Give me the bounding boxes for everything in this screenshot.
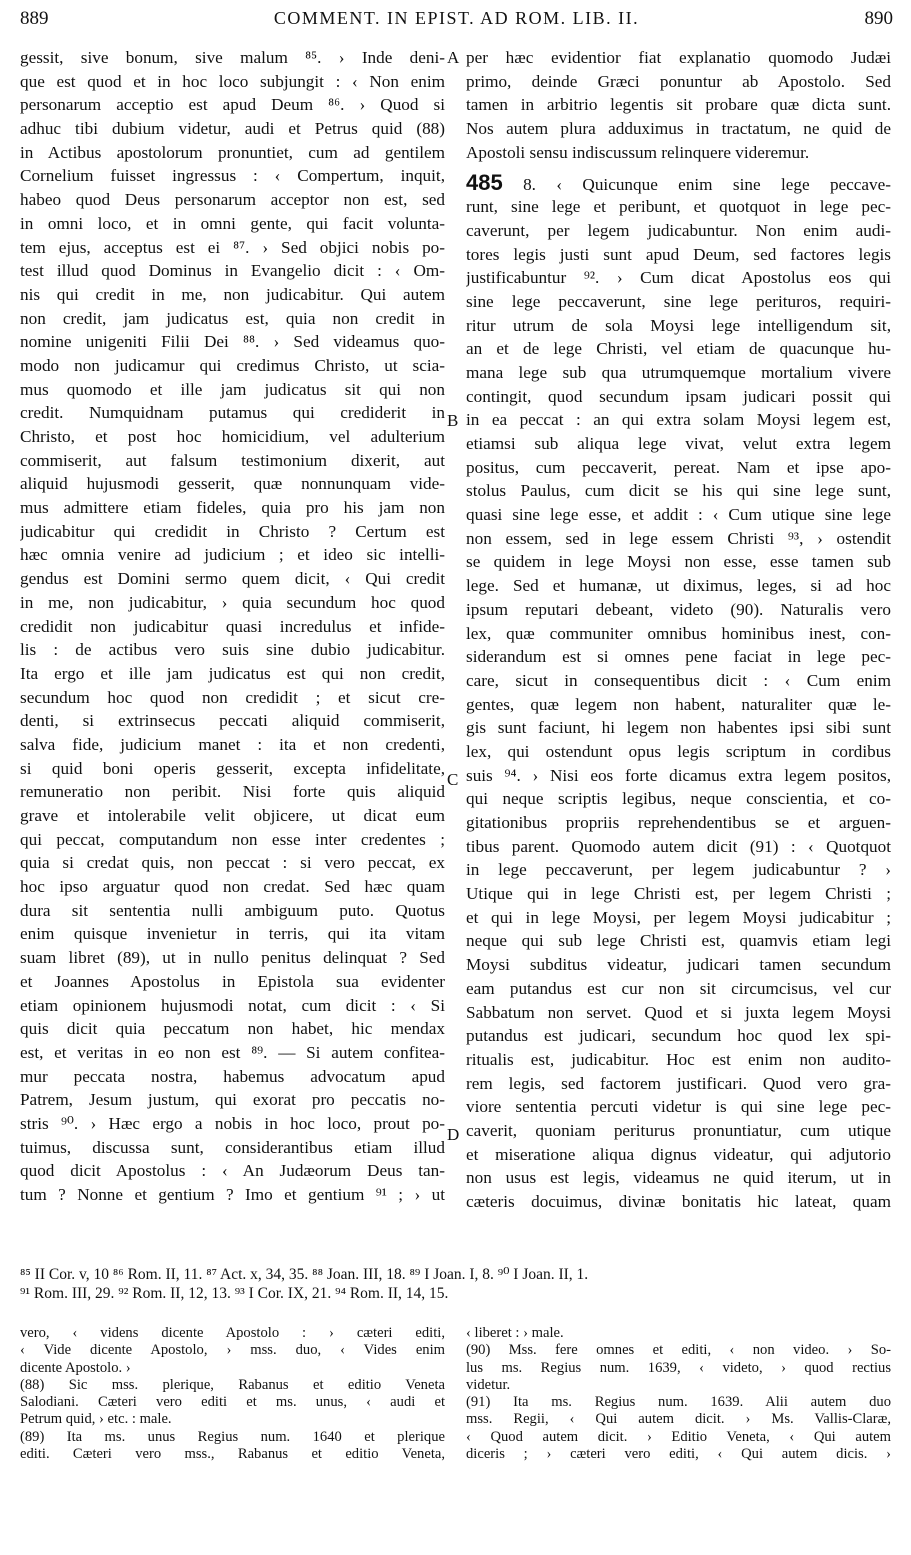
notes-left-column	[20, 1325, 445, 1463]
right-column	[466, 46, 891, 1214]
left-column-line: adhuc tibi dubium videtur, audi et Petrus quid (88)	[20, 119, 445, 139]
left-column-line: in Actibus apostolorum pronuntiet, cum ad gentilem	[20, 142, 445, 162]
left-column-line: est, et veritas in eo non est ⁸⁹. — Si autem confitea-	[20, 1042, 445, 1062]
right-column-line: ritur utrum de sola Moysi lege intelligendum sit,	[466, 315, 891, 335]
left-column-line: tum ? Nonne et gentium ? Imo et gentium ⁹¹ ; › ut	[20, 1185, 445, 1204]
right-column-line: justificabuntur ⁹². › Cum dicat Apostolus eos qui	[466, 268, 891, 288]
left-column-line: gessit, sive bonum, sive malum ⁸⁵. › Inde deni-	[20, 48, 445, 67]
right-column-intro-line: per hæc evidentior fiat explanatio quomodo Judæi	[466, 48, 891, 67]
left-column-line: non credit, jam judicatus est, quia non credit in	[20, 308, 445, 328]
right-column-line: neque qui sub lege Christi est, quamvis etiam legi	[466, 931, 891, 951]
left-column-line: secundum hoc quod non credidit ; et sicut cre-	[20, 687, 445, 707]
left-column-line: hoc ipso arguatur quod non credat. Sed hæc quam	[20, 877, 445, 897]
notes-right-line: lus ms. Regius num. 1639, ‹ videto, › quod rectius	[466, 1359, 891, 1376]
page-number-left: 889	[20, 8, 49, 29]
left-column-line: in me, non judicabitur, › quia secundum hoc quod	[20, 592, 445, 612]
right-column-line: gis sunt faciunt, hi legem non habentes ipsi sibi sunt	[466, 718, 891, 738]
page-number-right: 890	[864, 8, 893, 29]
right-column-line: contingit, quod secundum ipsam judicari possit qui	[466, 386, 891, 406]
right-column-line: lex, qui ostendunt opus legis scriptum in cordibus	[466, 741, 891, 761]
left-column-line: gendus est Domini sermo quem dicit, ‹ Qui credit	[20, 569, 445, 589]
right-column-intro-line: Apostoli sensu indiscussum relinquere videremur.	[466, 142, 810, 162]
right-column-intro-line: primo, deinde Græci ponuntur ab Apostolo. Sed	[466, 71, 891, 91]
footnotes	[20, 1265, 893, 1303]
notes-right-line: mss. Regii, ‹ Qui autem dicit. › Ms. Vallis-Claræ,	[466, 1411, 891, 1428]
margin-letter-a: A	[447, 48, 460, 67]
notes-left-line: (88) Sic mss. plerique, Rabanus et editio Veneta	[20, 1376, 445, 1393]
left-column-line: si quid boni operis gesserit, excepta infidelitate,	[20, 758, 445, 778]
running-title: COMMENT. IN EPIST. AD ROM. LIB. II.	[273, 8, 640, 28]
left-column-line: modo non judicamur qui credimus Christo, ut scia-	[20, 355, 445, 375]
right-column-line: in ea peccat : an qui extra solam Moysi legem est,	[466, 410, 891, 430]
left-column-line: nis qui credit in me, non judicabitur. Qui autem	[20, 284, 445, 304]
left-column-line: salva fide, judicium manet : ita et non credenti,	[20, 734, 445, 754]
right-column-line: caverit, quoniam periturus pronuntiatur, cum utique	[466, 1120, 891, 1140]
right-column-line: gentes, quæ legem non habent, naturaliter quæ le-	[466, 694, 891, 714]
right-column-line: putandus est judicari, secundum hoc quod lex spi-	[466, 1026, 891, 1046]
right-column-line: sine lege peccaverunt, sine lege perituros, requiri-	[466, 291, 891, 311]
left-column-line: Ita ergo et ille jam judicatus est qui non credit,	[20, 663, 445, 683]
left-column-line: test illud quod Dominus in Evangelio dicit : ‹ Om-	[20, 261, 445, 281]
right-column-intro-line: tamen in arbitrio legentis sit probare quæ dicta sunt.	[466, 95, 891, 115]
notes-right-line: (91) Ita ms. Regius num. 1639. Alii autem duo	[466, 1394, 891, 1411]
footnote-line: ⁸⁵ II Cor. v, 10 ⁸⁶ Rom. II, 11. ⁸⁷ Act. x, 34, 35. ⁸⁸ Joan. III, 18. ⁸⁹ I Joan. I, 8. ⁹⁰ I Joan. II, 1.	[20, 1266, 589, 1283]
left-column-line: Cornelium fuisset ingressus : ‹ Compertum, inquit,	[20, 166, 445, 186]
notes-left-line: editi. Cæteri vero mss., Rabanus et editio Veneta,	[20, 1446, 445, 1463]
right-column-intro	[466, 46, 891, 164]
notes-left-line: ‹ Vide dicente Apostolo, › mss. duo, ‹ Vides enim	[20, 1342, 445, 1359]
right-column-section-start	[466, 171, 891, 195]
right-column-line: caverunt, per legem judicabuntur. Non enim audi-	[466, 220, 891, 240]
footnote-line: ⁹¹ Rom. III, 29. ⁹² Rom. II, 12, 13. ⁹³ I Cor. IX, 21. ⁹⁴ Rom. II, 14, 15.	[20, 1285, 449, 1302]
column-number: 485	[466, 171, 503, 196]
left-column-line: habeo quod Deus personarum acceptor non est, sed	[20, 190, 445, 210]
left-column-line: grave et intolerabile velit objicere, ut dicat eum	[20, 806, 445, 825]
notes-right-line: (90) Mss. fere omnes et editi, ‹ non video. › So-	[466, 1342, 891, 1359]
notes-left-line: Petrum quid, › etc. : male.	[20, 1411, 172, 1428]
right-column-line: siderandum est si omnes pene faciat in lege pec-	[466, 647, 891, 667]
left-column-line: aliquid hujusmodi gesserit, quæ nonnunquam vide-	[20, 474, 445, 494]
right-column-line: tibus parent. Quomodo autem dicit (91) : ‹ Quotquot	[466, 836, 891, 856]
right-column-line: lex, quæ communiter omnibus hominibus inest, con-	[466, 623, 891, 643]
left-column-line: personarum acceptio est apud Deum ⁸⁶. › Quod si	[20, 95, 445, 115]
left-column-line: et Joannes Apostolus in Epistola sua evidenter	[20, 971, 445, 991]
margin-letter-b: B	[447, 411, 459, 430]
left-column-line: lis : de actibus vero suis sine dubio judicabitur.	[20, 640, 445, 660]
left-column-line: credidit non judicabitur quasi incredulus et infide-	[20, 616, 445, 636]
left-column-line: que est quod et in hoc loco subjungit : ‹ Non enim	[20, 71, 445, 91]
left-column-line: judicabitur qui credidit in Christo ? Certum est	[20, 521, 445, 541]
left-column-line: quia si credat quis, non peccat : si vero peccat, ex	[20, 853, 445, 873]
left-column-line: etiam opinionem hujusmodi notat, cum dicit : ‹ Si	[20, 995, 445, 1015]
right-column-line: suis ⁹⁴. › Nisi eos forte dicamus extra legem positos,	[466, 765, 891, 785]
left-column-line: stris ⁹⁰. › Hæc ergo a nobis in hoc loco, prout po-	[20, 1113, 445, 1133]
left-column-line: credit. Numquidnam putamus qui crediderit in	[20, 403, 445, 423]
notes-left-line: vero, ‹ videns dicente Apostolo : › cæteri editi,	[20, 1325, 445, 1341]
right-column-line: positus, cum peccaverit, pereat. Nam et ipse apo-	[466, 457, 891, 477]
right-column-line: Sabbatum non servet. Quod et si juxta legem Moysi	[466, 1002, 891, 1022]
left-column-line: mus admittere etiam fideles, quia pro his jam non	[20, 498, 445, 518]
left-column-line: denti, si extrinsecus peccati aliquid commiserit,	[20, 711, 445, 731]
left-column-line: mus quomodo et ille jam judicatus sit qui non	[20, 379, 445, 399]
right-column-line: lege. Sed et humanæ, ut diximus, leges, si ad hoc	[466, 576, 891, 596]
right-column-line: non essem, sed in lege essem Christi ⁹³, › ostendit	[466, 528, 891, 548]
notes-left-line: (89) Ita ms. unus Regius num. 1640 et plerique	[20, 1428, 445, 1445]
left-column-line: suam libret (89), ut in nullo penitus delinquat ? Sed	[20, 948, 445, 968]
right-column-line: eam putandus est cur non sit circumcisus, vel cur	[466, 978, 891, 998]
running-header	[20, 8, 893, 42]
left-column-line: quod dicit Apostolus : ‹ An Judæorum Deus tan-	[20, 1161, 445, 1181]
margin-letter-d: D	[447, 1125, 460, 1144]
right-column-line: non usus est legis, videamus ne quid iterum, ut in	[466, 1168, 891, 1188]
left-column-line: tem ejus, acceptus est ei ⁸⁷. › Sed objici nobis po-	[20, 237, 445, 257]
left-column	[20, 46, 445, 1207]
right-column-line: gitationibus propriis reprehendentibus se et arguen-	[466, 813, 891, 832]
left-column-line: in omni loco, et in omni gente, qui facit volunta-	[20, 213, 445, 233]
right-column-line: Moysi subditus videatur, judicari tamen secundum	[466, 955, 891, 975]
right-column-line: runt, sine lege et peribunt, et quotquot in lege pec-	[466, 197, 891, 217]
left-column-line: qui peccat, computandum non esse inter credentes ;	[20, 829, 445, 849]
right-column-line: etiamsi sub aliqua lege vivat, velut extra legem	[466, 434, 891, 453]
right-column-line: in lege peccaverunt, per legem judicabuntur ? ›	[466, 860, 891, 880]
notes-right-line: videtur.	[466, 1376, 511, 1393]
right-column-line: ipsum reputari debeant, videto (90). Naturalis vero	[466, 599, 891, 619]
left-column-line: mur peccata nostra, habemus advocatum apud	[20, 1066, 445, 1086]
right-column-line: se quidem in lege Moysi non esse, esse tamen sub	[466, 552, 891, 572]
left-column-line: Christo, et post hoc homicidium, vel adulterium	[20, 427, 445, 446]
left-column-line: commiserit, aut falsum testimonium dixerit, aut	[20, 450, 445, 470]
right-column-line: viore sententia percuti videtur is qui sine lege pec-	[466, 1097, 891, 1117]
right-column-line: mana lege sub qua utrumquemque mortalium vivere	[466, 362, 891, 382]
notes-left-line: Salodiani. Cæteri vero editi et ms. unus, ‹ audi et	[20, 1394, 445, 1411]
right-column-line: et miseratione aliqua dignus videatur, qui adjutorio	[466, 1144, 891, 1164]
right-column-line: rem legis, sed factorem justificari. Quod vero gra-	[466, 1073, 891, 1093]
right-column-line: cæteris docuimus, divinæ bonitatis hic lateat, quam	[466, 1192, 891, 1211]
left-column-line: nomine unigeniti Filii Dei ⁸⁸. › Sed videamus quo-	[20, 332, 445, 352]
left-column-line: remuneratio non peribit. Nisi forte quis aliquid	[20, 782, 445, 802]
right-column-line: qui neque scriptis legibus, neque conscientia, et co-	[466, 789, 891, 809]
right-column-line: care, sicut in consequentibus dicit : ‹ Cum enim	[466, 670, 891, 690]
section-first-line: 8. ‹ Quicunque enim sine lege peccave-	[523, 175, 891, 195]
notes-left-line: dicente Apostolo. ›	[20, 1359, 131, 1376]
notes-right-line: diceris ; › cæteri vero editi, ‹ Qui autem dicis. ›	[466, 1446, 891, 1463]
right-column-line: ritualis est, judicabitur. Hoc est enim non audito-	[466, 1049, 891, 1069]
left-column-line: dura sit sententia nulli ambiguum puto. Quotus	[20, 900, 445, 920]
left-column-line: Patrem, Jesum justum, qui exorat pro peccatis no-	[20, 1090, 445, 1110]
right-column-line: et qui in lege Moysi, per legem Moysi judicabitur ;	[466, 907, 891, 927]
left-column-line: enim quisque invenietur in terris, qui ita vitam	[20, 924, 445, 944]
right-column-line: quasi sine lege esse, et addit : ‹ Cum utique sine lege	[466, 505, 891, 525]
right-column-body	[466, 195, 891, 1214]
left-column-line: tuimus, discussa sunt, considerantibus etiam illud	[20, 1137, 445, 1157]
right-column-line: stolus Paulus, cum dicit se his qui sine lege sunt,	[466, 481, 891, 501]
right-column-line: an et de lege Christi, vel etiam de quacunque hu-	[466, 339, 891, 359]
left-column-line: quis dicit quia peccatum non habet, hic mendax	[20, 1019, 445, 1039]
left-column-line: hæc omnia venire ad judicium ; et ideo sic intelli-	[20, 545, 445, 565]
right-column-intro-line: Nos autem plura adduximus in tractatum, ne quid de	[466, 119, 891, 139]
right-column-line: tores legis justi sunt apud Deum, sed factores legis	[466, 244, 891, 264]
notes-right-column	[466, 1325, 891, 1463]
notes-right-line: ‹ liberet : › male.	[466, 1325, 564, 1341]
margin-letter-c: C	[447, 770, 459, 789]
notes-right-line: ‹ Quod autem dicit. › Editio Veneta, ‹ Qui autem	[466, 1428, 891, 1445]
right-column-line: Utique qui in lege Christi est, per legem Christi ;	[466, 884, 891, 904]
